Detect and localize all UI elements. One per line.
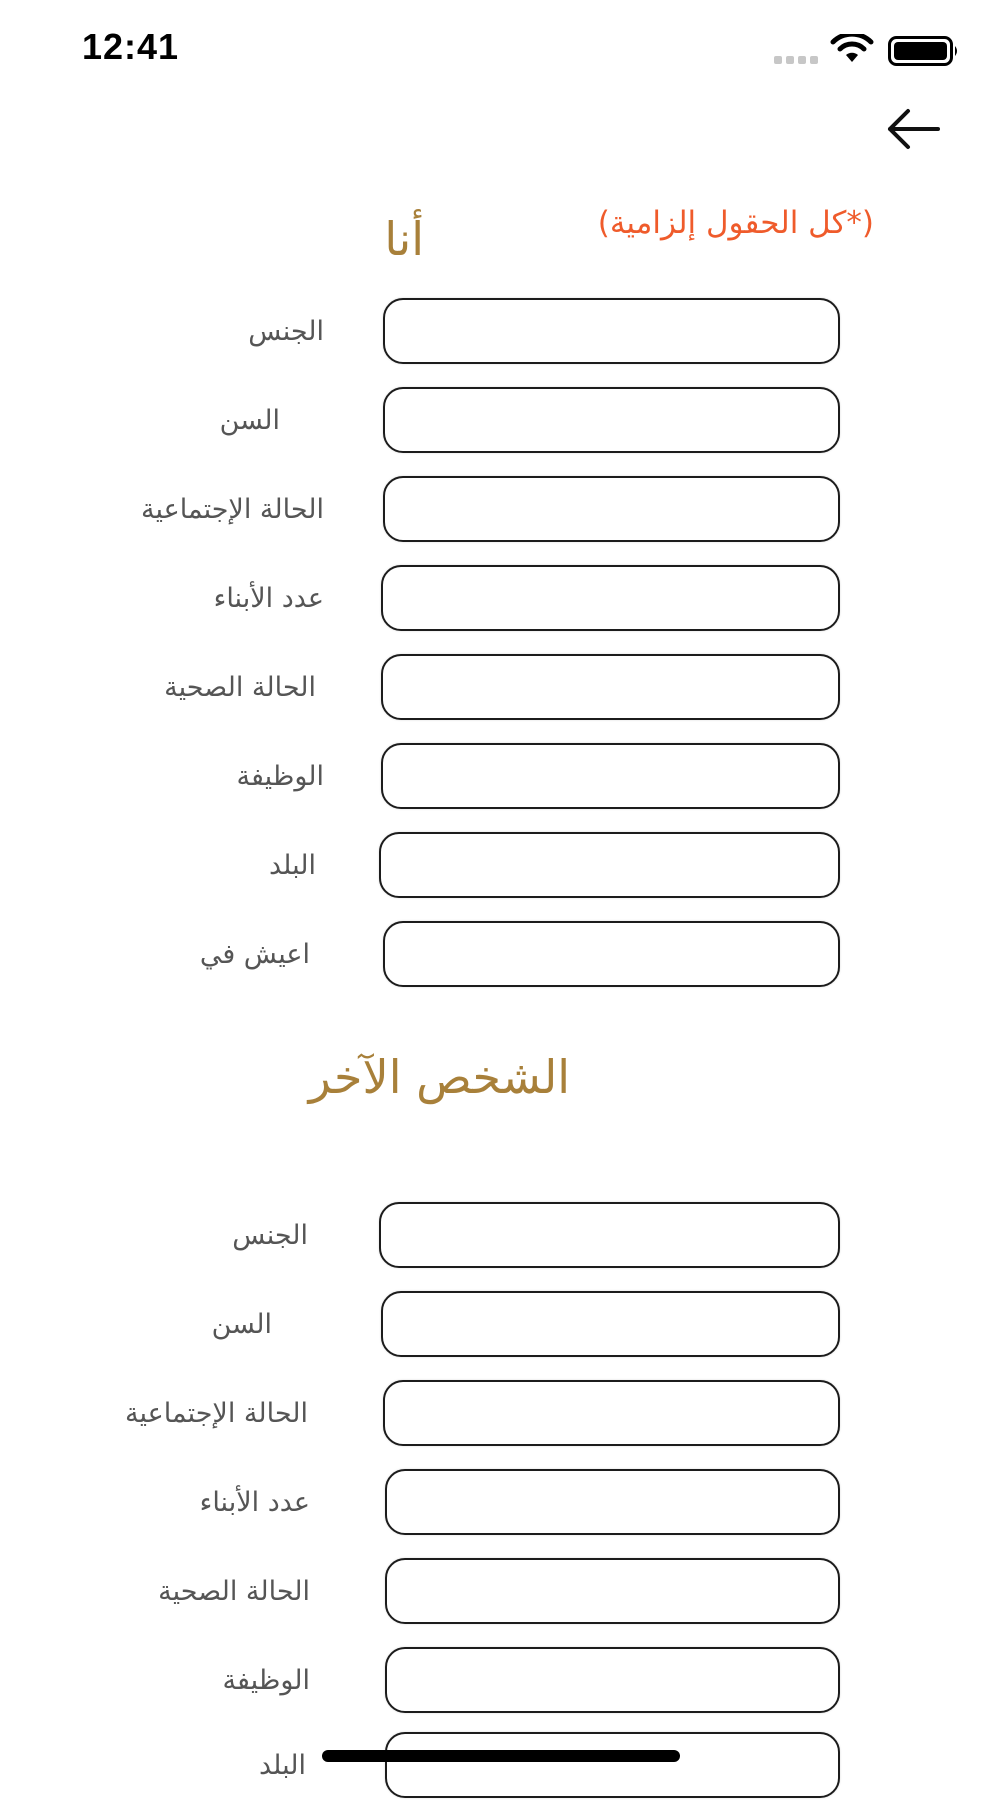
me-live-in-input[interactable] — [383, 921, 840, 987]
me-gender-input[interactable] — [383, 298, 840, 364]
form-row-me-children — [0, 561, 1000, 637]
form-row-me-marital-status — [0, 472, 1000, 548]
form-row-me-gender — [0, 294, 1000, 370]
me-children-count-input[interactable] — [381, 565, 840, 631]
form-row-other-children — [0, 1465, 1000, 1541]
me-age-input[interactable] — [383, 387, 840, 453]
field-label: عدد الأبناء — [199, 1487, 310, 1518]
field-label: الحالة الإجتماعية — [141, 494, 324, 525]
field-label: السن — [219, 405, 280, 436]
field-label: الحالة الإجتماعية — [125, 1398, 308, 1429]
status-time: 12:41 — [82, 26, 180, 67]
status-bar — [0, 0, 1000, 100]
arrow-left-icon — [882, 104, 942, 154]
other-marital-status-input[interactable] — [383, 1380, 840, 1446]
me-job-input[interactable] — [381, 743, 840, 809]
me-health-status-input[interactable] — [381, 654, 840, 720]
required-fields-note: (*كل الحقول إلزامية) — [597, 205, 874, 241]
other-gender-input[interactable] — [379, 1202, 840, 1268]
form-row-me-live-in — [0, 917, 1000, 993]
form-row-other-gender — [0, 1198, 1000, 1274]
other-children-count-input[interactable] — [385, 1469, 840, 1535]
battery-icon — [888, 36, 960, 66]
field-label: الوظيفة — [236, 761, 324, 792]
field-label: البلد — [269, 850, 316, 881]
field-label: الحالة الصحية — [164, 672, 316, 703]
form-row-other-health — [0, 1554, 1000, 1630]
form-row-me-health — [0, 650, 1000, 726]
form-row-me-country — [0, 828, 1000, 904]
field-label: الجنس — [248, 316, 324, 347]
form-row-other-country — [0, 1728, 1000, 1804]
form-row-other-marital-status — [0, 1376, 1000, 1452]
field-label: اعيش في — [199, 939, 310, 970]
other-age-input[interactable] — [381, 1291, 840, 1357]
home-indicator[interactable] — [322, 1750, 680, 1762]
form-row-other-age — [0, 1287, 1000, 1363]
field-label: السن — [211, 1309, 272, 1340]
field-label: الوظيفة — [222, 1665, 310, 1696]
other-country-input[interactable] — [385, 1732, 840, 1798]
me-marital-status-input[interactable] — [383, 476, 840, 542]
field-label: الحالة الصحية — [158, 1576, 310, 1607]
other-health-status-input[interactable] — [385, 1558, 840, 1624]
wifi-icon — [830, 34, 874, 64]
field-label: البلد — [259, 1750, 306, 1781]
other-job-input[interactable] — [385, 1647, 840, 1713]
section-title-other-person: الشخص الآخر — [308, 1050, 570, 1104]
me-country-input[interactable] — [379, 832, 840, 898]
field-label: الجنس — [232, 1220, 308, 1251]
back-button[interactable] — [882, 104, 942, 154]
section-title-me: أنا — [384, 212, 424, 266]
form-row-me-job — [0, 739, 1000, 815]
form-row-other-job — [0, 1643, 1000, 1719]
form-row-me-age — [0, 383, 1000, 459]
cellular-signal-icon — [774, 54, 822, 64]
field-label: عدد الأبناء — [213, 583, 324, 614]
